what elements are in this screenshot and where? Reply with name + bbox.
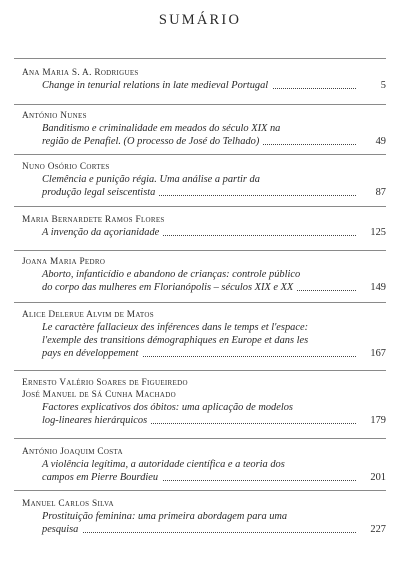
toc-entry[interactable]	[22, 161, 386, 199]
entry-title-line: Banditismo e criminalidade em meados do século XIX na	[42, 123, 281, 134]
entry-page-number: 125	[358, 226, 386, 239]
entry-title-text: região de Penafiel. (O processo de José do Telhado)	[42, 136, 263, 147]
entry-author: Alice Delerue Alvim de Matos	[22, 310, 154, 320]
divider	[14, 104, 386, 105]
toc-entry[interactable]	[22, 110, 386, 148]
divider	[14, 490, 386, 491]
entry-title-line	[42, 135, 386, 148]
entry-title-line	[42, 226, 386, 239]
toc-entry[interactable]	[22, 446, 386, 484]
entry-page-number: 49	[358, 135, 386, 148]
entry-author: Maria Bernardete Ramos Flores	[22, 215, 165, 225]
entry-page-number: 179	[358, 414, 386, 427]
entry-author: Ernesto Valério Soares de Figueiredo	[22, 378, 188, 388]
entry-title-text: produção legal seiscentista	[42, 187, 159, 198]
entry-author: Manuel Carlos Silva	[22, 499, 114, 509]
entry-title-text: Change in tenurial relations in late medieval Portugal	[42, 80, 272, 91]
entry-title-text: pesquisa	[42, 524, 82, 535]
toc-entry[interactable]	[22, 377, 386, 427]
entry-title-line	[42, 471, 386, 484]
entry-author: António Joaquim Costa	[22, 447, 123, 457]
entry-author: Ana Maria S. A. Rodrigues	[22, 68, 139, 78]
entry-title-text: pays en développement	[42, 348, 142, 359]
divider	[14, 206, 386, 207]
toc-entry[interactable]	[22, 256, 386, 294]
entry-page-number: 201	[358, 471, 386, 484]
entry-page-number: 149	[358, 281, 386, 294]
entry-author: Joana Maria Pedro	[22, 257, 106, 267]
entry-title-line: A violência legítima, a autoridade científica e a teoria dos	[42, 459, 285, 470]
dot-leader	[42, 532, 356, 533]
entry-title-text: A invenção da açorianidade	[42, 227, 163, 238]
entry-title-line: Factores explicativos dos óbitos: uma aplicação de modelos	[42, 402, 293, 413]
entry-title-line: Aborto, infanticídio e abandono de crianças: controle público	[42, 269, 301, 280]
divider	[14, 154, 386, 155]
toc-entry[interactable]	[22, 309, 386, 360]
entry-title-line	[42, 347, 386, 360]
divider	[14, 250, 386, 251]
divider	[14, 302, 386, 303]
entry-title-line: l'exemple des transitions démographiques en Europe et dans les	[42, 335, 309, 346]
divider	[14, 370, 386, 371]
entry-author: José Manuel de Sá Cunha Machado	[22, 390, 176, 400]
entry-title-text: campos em Pierre Bourdieu	[42, 472, 162, 483]
entry-title-line	[42, 79, 386, 92]
entry-page-number: 5	[358, 79, 386, 92]
entry-title-text: log-lineares hierárquicos	[42, 415, 151, 426]
toc-entry[interactable]	[22, 67, 386, 92]
entry-page-number: 87	[358, 186, 386, 199]
entry-title-line: Prostituição feminina: uma primeira abordagem para uma	[42, 511, 288, 522]
toc-entry[interactable]	[22, 498, 386, 536]
entry-title-line: Le caractère fallacieux des inférences dans le temps et l'espace:	[42, 322, 309, 333]
divider	[14, 58, 386, 59]
entry-title-line	[42, 523, 386, 536]
entry-page-number: 167	[358, 347, 386, 360]
entry-author: António Nunes	[22, 111, 87, 121]
page-title: SUMÁRIO	[158, 12, 242, 28]
divider	[14, 438, 386, 439]
entry-title-line	[42, 186, 386, 199]
toc-entry[interactable]	[22, 214, 386, 239]
entry-author: Nuno Osório Cortes	[22, 162, 110, 172]
entry-title-line	[42, 414, 386, 427]
entry-title-line: Clemência e punição régia. Uma análise a partir da	[42, 174, 260, 185]
entry-page-number: 227	[358, 523, 386, 536]
entry-title-text: do corpo das mulheres em Florianópolis – séculos XIX e XX	[42, 282, 297, 293]
entry-title-line	[42, 281, 386, 294]
